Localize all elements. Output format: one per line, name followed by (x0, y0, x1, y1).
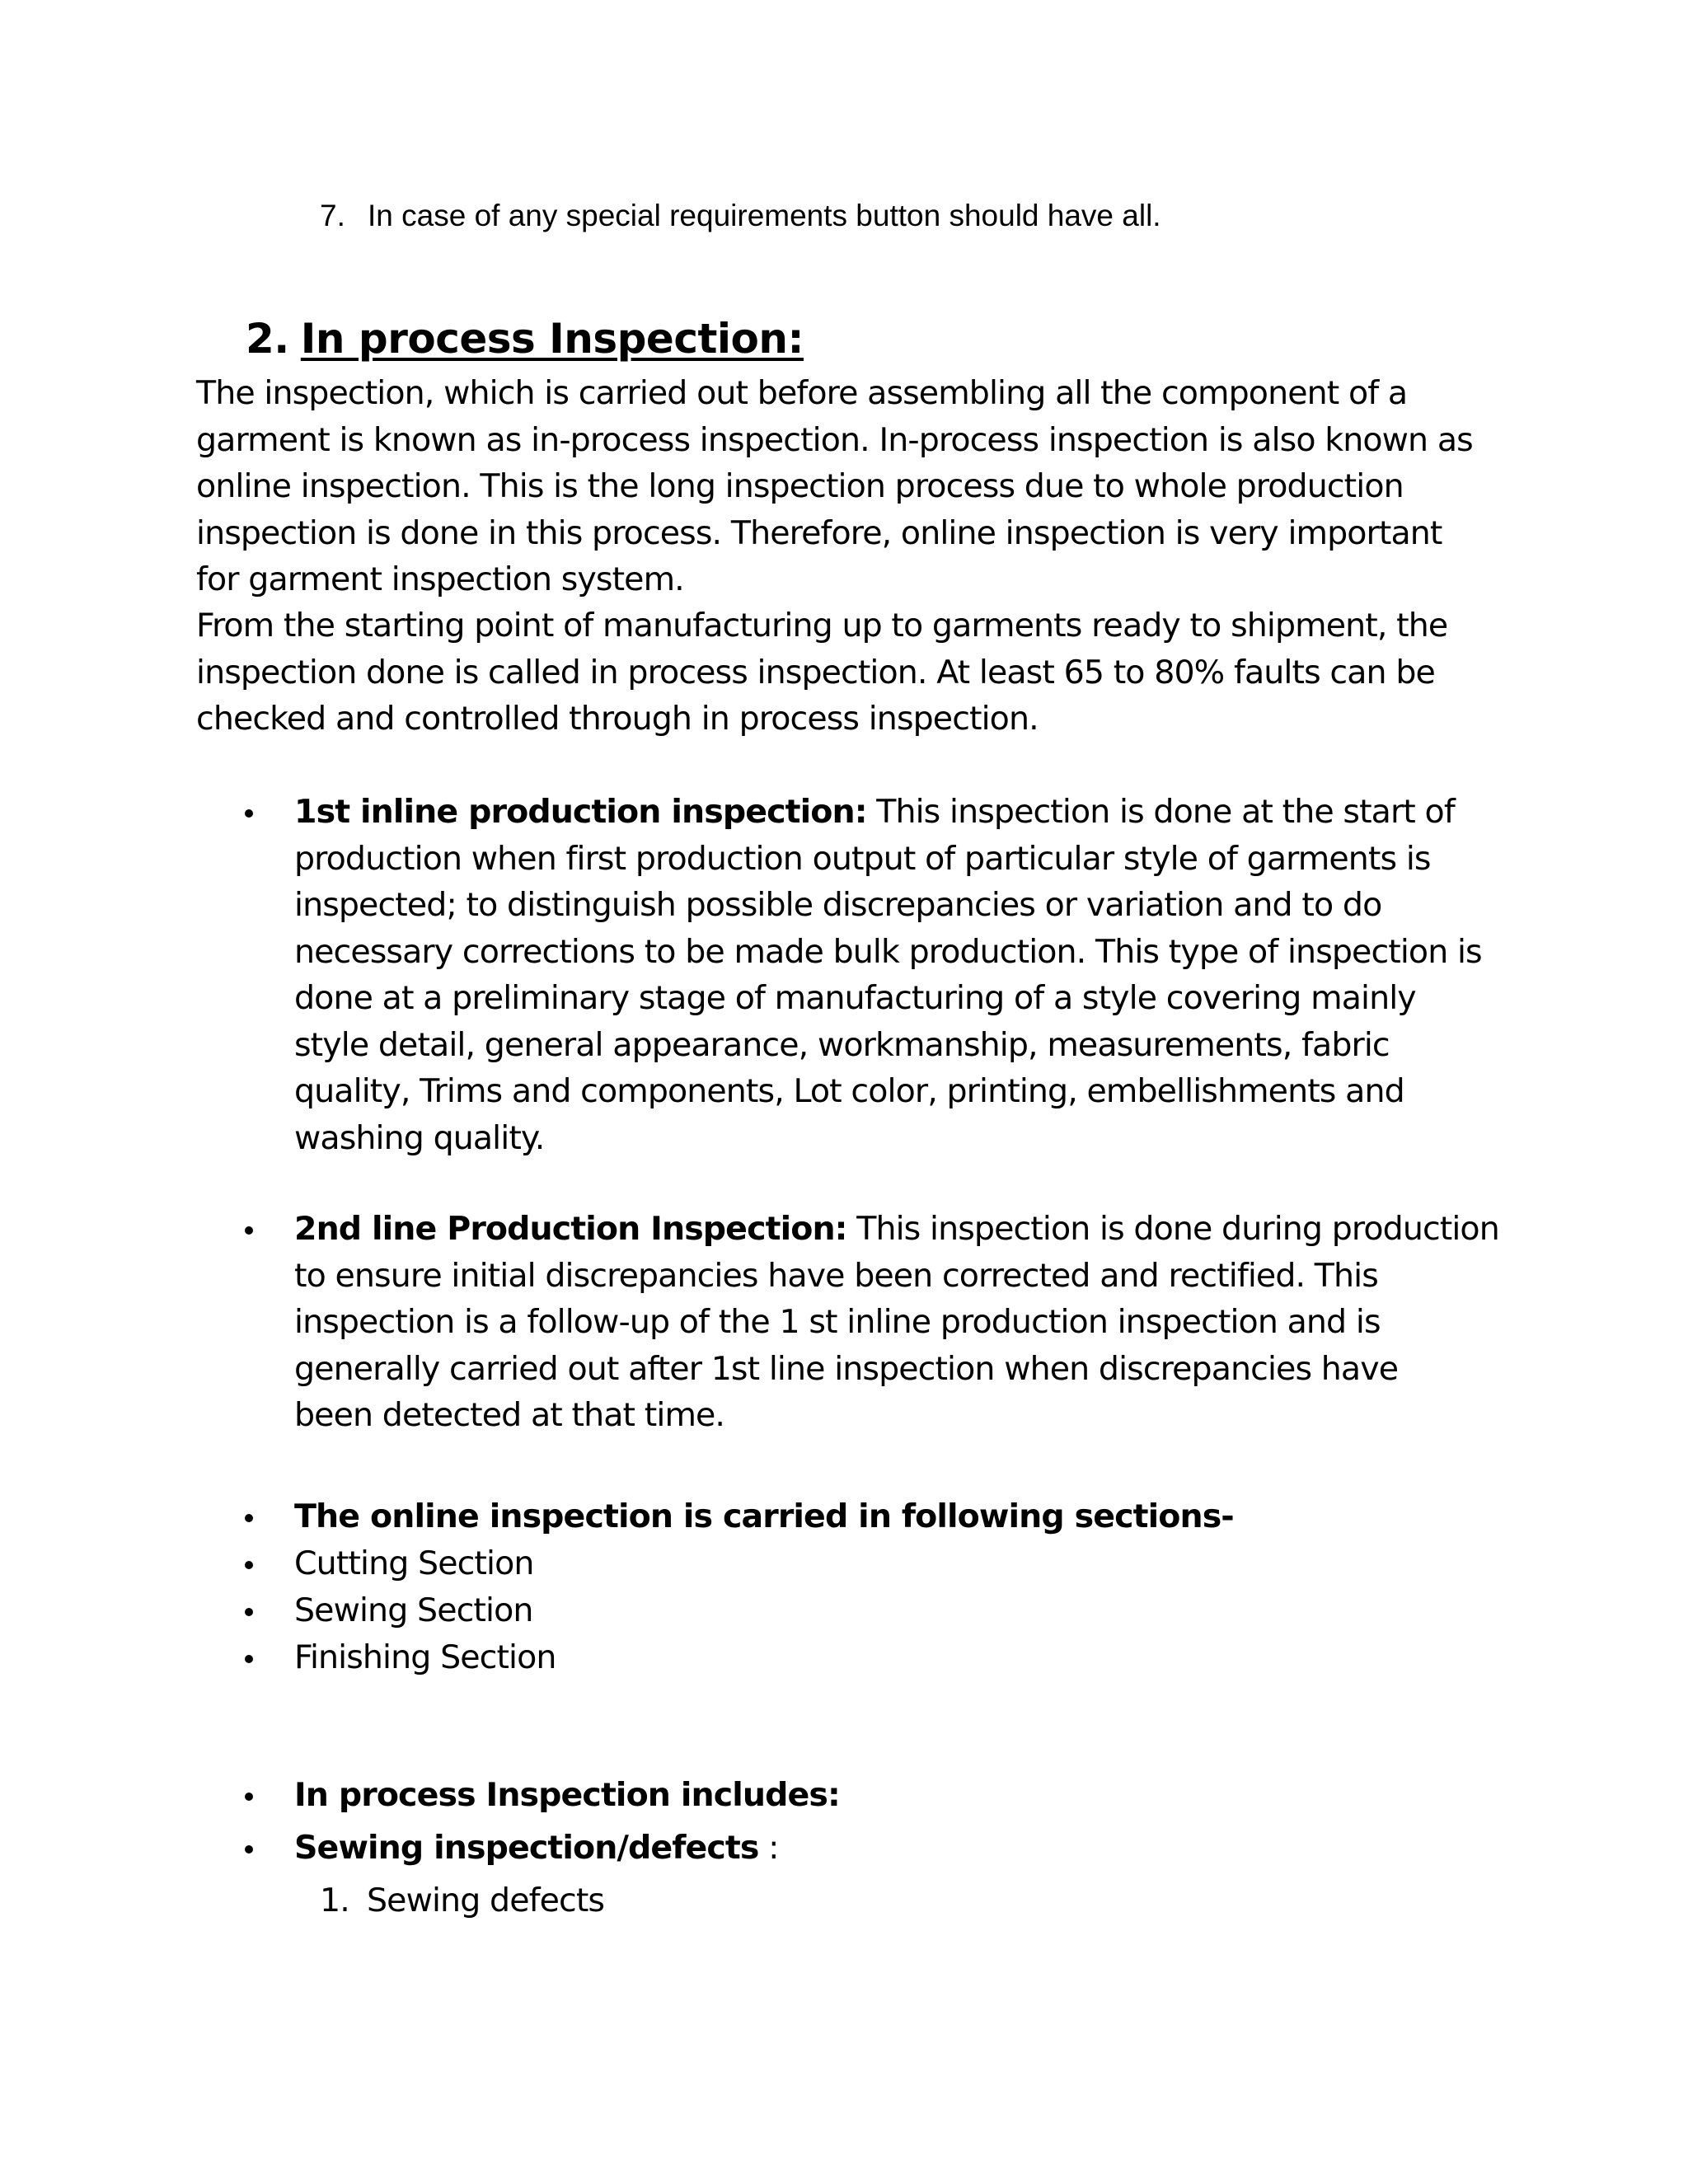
bullet-line: to ensure initial discrepancies have been corrected and rectified. This (294, 1256, 1378, 1295)
item-text: Sewing defects (367, 1882, 605, 1919)
item-number: 7. (320, 199, 345, 232)
bullet-second-line-inspection (196, 1206, 1499, 1439)
paragraph-line: garment is known as in-process inspection. In-process inspection is also known as (196, 420, 1473, 459)
bullet-line: inspected; to distinguish possible discrepancies or variation and to do (294, 886, 1382, 924)
bullet-line: washing quality. (294, 1118, 545, 1157)
bullet-text: This inspection is done at the start of (866, 793, 1455, 831)
paragraph-line: inspection is done in this process. Therefore, online inspection is very important (196, 513, 1442, 552)
bullet-first-inline-inspection (196, 789, 1482, 1161)
list-item-suffix: : (758, 1829, 779, 1867)
list-item-label: Sewing inspection/defects (294, 1829, 759, 1867)
bullet-line: done at a preliminary stage of manufacturing of a style covering mainly (294, 979, 1416, 1017)
includes-list (196, 1772, 840, 1872)
paragraph-line: The inspection, which is carried out before assembling all the component of a (196, 374, 1408, 412)
bullet-label: 2nd line Production Inspection: (294, 1210, 847, 1248)
bullet-label: 1st inline production inspection: (294, 793, 867, 831)
item-text: In case of any special requirements button should have all. (368, 199, 1161, 232)
bullet-dot-icon (245, 809, 253, 818)
list-heading: The online inspection is carried in following sections- (294, 1497, 1234, 1535)
list-item: Sewing Section (294, 1591, 533, 1629)
numbered-item-sewing-defects (320, 1882, 604, 1919)
list-heading: In process Inspection includes: (294, 1776, 840, 1814)
bullet-dot-icon (245, 1226, 253, 1235)
bullet-dot-icon (245, 1655, 253, 1663)
section-title: In process Inspection: (300, 315, 804, 363)
bullet-dot-icon (245, 1561, 253, 1569)
paragraph-intro (196, 370, 1473, 603)
bullet-dot-icon (245, 1608, 253, 1616)
online-sections-list (196, 1493, 1234, 1681)
bullet-line: generally carried out after 1st line inspection when discrepancies have (294, 1349, 1399, 1388)
list-item: Finishing Section (294, 1638, 556, 1676)
bullet-dot-icon (245, 1514, 253, 1522)
section-number: 2. (246, 315, 289, 363)
bullet-line: production when first production output of particular style of garments is (294, 839, 1431, 878)
bullet-line: necessary corrections to be made bulk production. This type of inspection is (294, 932, 1482, 971)
bullet-text: This inspection is done during production (846, 1210, 1499, 1248)
bullet-dot-icon (245, 1793, 253, 1801)
paragraph-line: From the starting point of manufacturing up to garments ready to shipment, the (196, 607, 1448, 644)
paragraph-line: online inspection. This is the long inspection process due to whole production (196, 467, 1404, 505)
bullet-dot-icon (245, 1845, 253, 1854)
bullet-line: inspection is a follow-up of the 1 st inline production inspection and is (294, 1303, 1381, 1341)
paragraph-scope (196, 602, 1447, 743)
bullet-line: been detected at that time. (294, 1396, 725, 1434)
bullet-line: quality, Trims and components, Lot color, printing, embellishments and (294, 1072, 1404, 1110)
list-item: Cutting Section (294, 1544, 534, 1582)
numbered-item-7 (320, 199, 1161, 233)
item-number: 1. (320, 1882, 349, 1919)
bullet-line: style detail, general appearance, workmanship, measurements, fabric (294, 1025, 1390, 1064)
paragraph-line: inspection done is called in process inspection. At least 65 to 80% faults can be (196, 653, 1435, 691)
paragraph-line: for garment inspection system. (196, 560, 684, 598)
paragraph-line: checked and controlled through in process inspection. (196, 700, 1039, 738)
section-heading (246, 315, 804, 363)
